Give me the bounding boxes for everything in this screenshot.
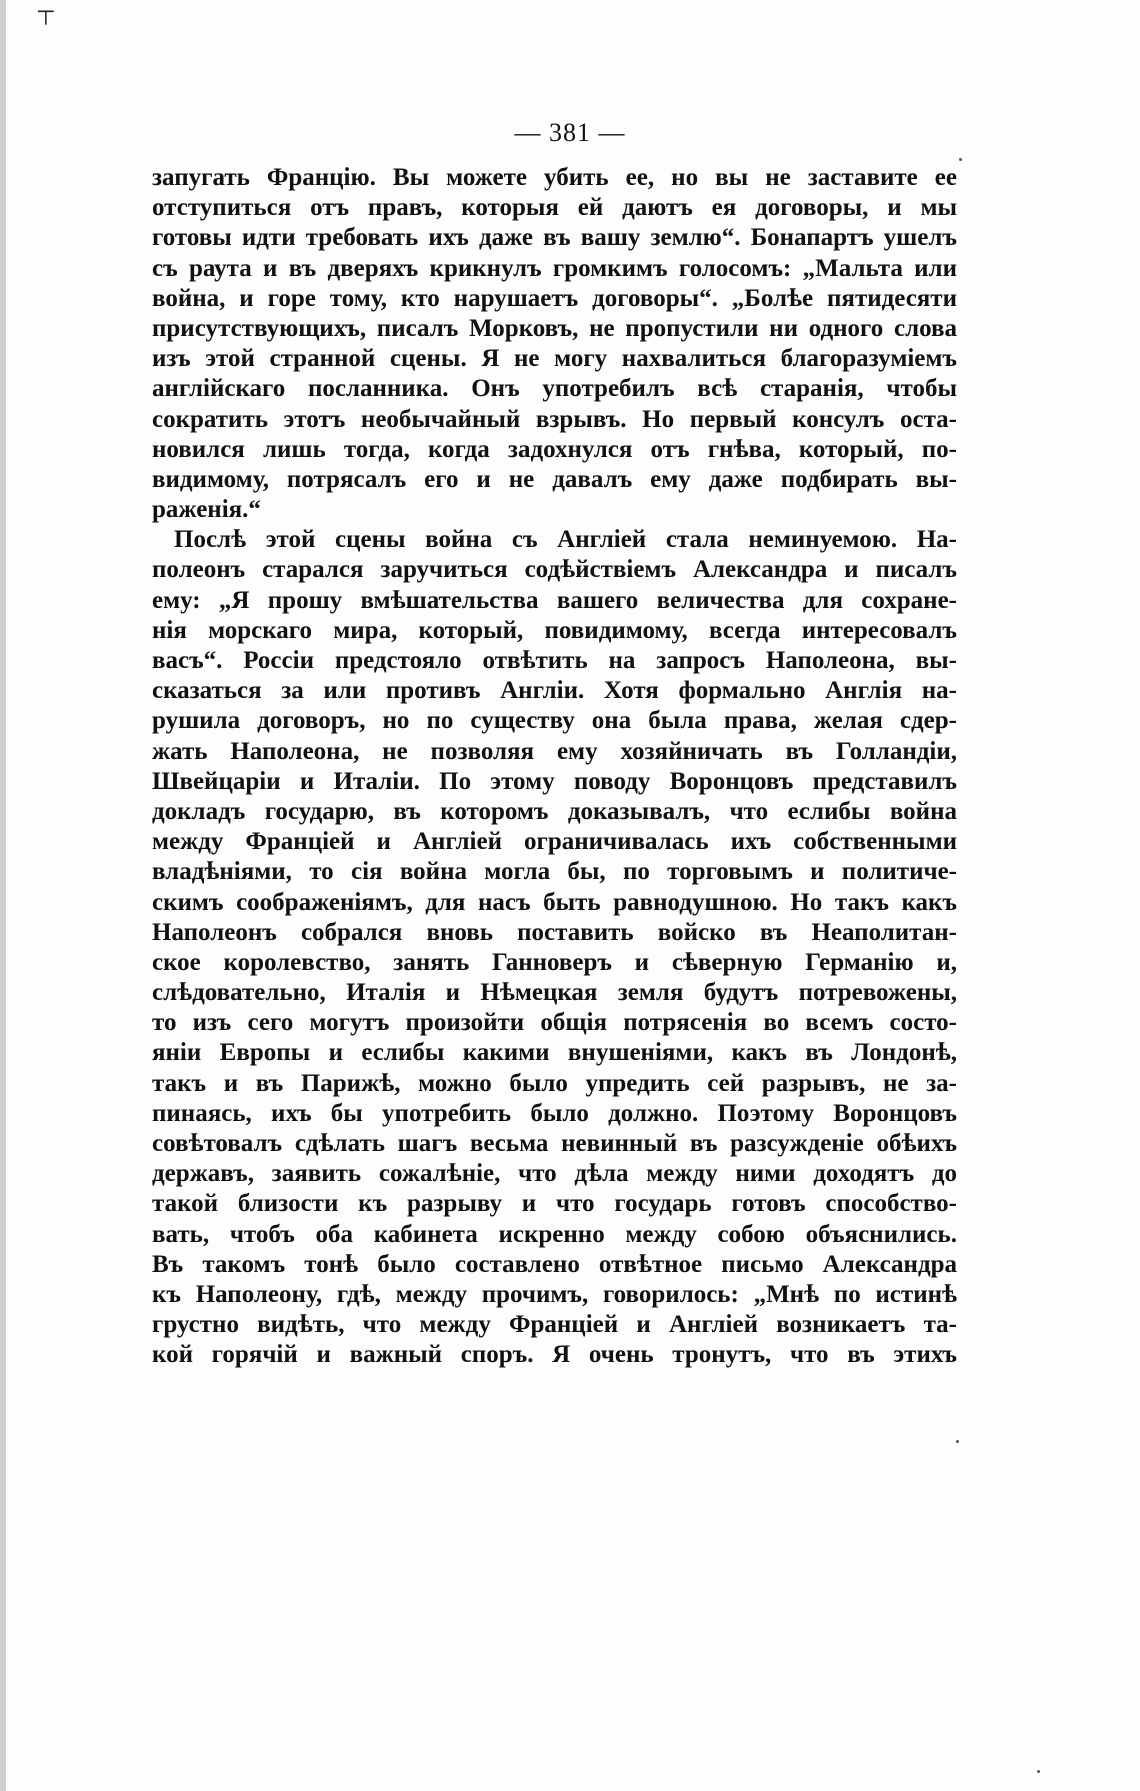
text-line: пинаясь, ихъ бы употребить было должно. Поэтому Воронцовъ	[152, 1099, 957, 1127]
text-line: жать Наполеона, не позволяя ему хозяйничать въ Голландіи,	[152, 737, 957, 765]
text-line: англійскаго посланника. Онъ употребилъ всѣ старанія, чтобы	[152, 375, 957, 403]
text-line: сократить этотъ необычайный взрывъ. Но первый консулъ оста-	[152, 405, 957, 433]
text-line: совѣтовалъ сдѣлать шагъ весьма невинный въ разсужденіе обѣихъ	[152, 1130, 957, 1157]
scan-speck	[1037, 1770, 1040, 1773]
corner-printer-mark: ┬	[38, 0, 54, 23]
text-line: присутствующихъ, писалъ Морковъ, не пропустили ни одного слова	[152, 314, 957, 342]
text-line: къ Наполеону, гдѣ, между прочимъ, говорилось: „Мнѣ по истинѣ	[152, 1280, 957, 1308]
text-line: ское королевство, занять Ганноверъ и сѣверную Германію и,	[152, 948, 957, 976]
text-line: изъ этой странной сцены. Я не могу нахвалиться благоразуміемъ	[152, 345, 957, 373]
text-line: Швейцаріи и Италіи. По этому поводу Воронцовъ представилъ	[152, 767, 957, 795]
text-line: съ раута и въ дверяхъ крикнулъ громкимъ голосомъ: „Мальта или	[152, 254, 957, 282]
text-line: Наполеонъ собрался вновь поставить войско въ Неаполитан-	[152, 918, 957, 946]
text-line: кой горячій и важный споръ. Я очень тронутъ, что въ этихъ	[152, 1341, 957, 1369]
text-line: отступиться отъ правъ, которыя ей даютъ ея договоры, и мы	[152, 194, 957, 222]
text-line: Въ такомъ тонѣ было составлено отвѣтное письмо Александра	[152, 1250, 957, 1278]
text-line: яніи Европы и еслибы какими внушеніями, какъ въ Лондонѣ,	[152, 1039, 957, 1067]
text-line: слѣдовательно, Италія и Нѣмецкая земля будутъ потревожены,	[152, 979, 957, 1007]
text-line: грустно видѣть, что между Франціей и Англіей возникаетъ та-	[152, 1311, 957, 1339]
text-line: видимому, потрясалъ его и не давалъ ему даже подбирать вы-	[152, 465, 957, 493]
text-line: полеонъ старался заручиться содѣйствіемъ Александра и писалъ	[152, 556, 957, 584]
scan-speck	[956, 1440, 959, 1443]
text-line: васъ“. Россіи предстояло отвѣтить на запросъ Наполеона, вы-	[152, 647, 957, 674]
text-line: сказаться за или противъ Англіи. Хотя формально Англія на-	[152, 677, 957, 705]
text-line: вать, чтобъ оба кабинета искренно между собою объяснились.	[152, 1220, 957, 1248]
text-line: Послѣ этой сцены война съ Англіей стала неминуемою. На-	[174, 526, 957, 554]
text-line: нія морскаго мира, который, повидимому, всегда интересовалъ	[152, 616, 957, 644]
text-line: такъ и въ Парижѣ, можно было упредить сей разрывъ, не за-	[152, 1069, 957, 1097]
text-line: новился лишь тогда, когда задохнулся отъ гнѣва, который, по-	[152, 435, 957, 463]
text-line: такой близости къ разрыву и что государь готовъ способство-	[152, 1190, 957, 1218]
text-line: готовы идти требовать ихъ даже въ вашу землю“. Бонапартъ ушелъ	[152, 224, 957, 252]
text-line: рушила договоръ, но по существу она была права, желая сдер-	[152, 707, 957, 735]
page-number: — 381 —	[514, 118, 626, 147]
text-line: ему: „Я прошу вмѣшательства вашего величества для сохране-	[152, 586, 957, 614]
text-line: между Франціей и Англіей ограничивалась ихъ собственными	[152, 828, 957, 856]
text-line: запугать Францію. Вы можете убить ее, но вы не заставите ее	[152, 164, 957, 191]
body-text	[152, 163, 957, 1371]
text-line: владѣніями, то сія война могла бы, по торговымъ и политиче-	[152, 858, 957, 886]
text-line: раженія.“	[152, 496, 261, 524]
scan-speck	[959, 158, 962, 161]
text-line: война, и горе тому, кто нарушаетъ договоры“. „Болѣе пятидесяти	[152, 284, 957, 312]
page-left-edge	[0, 0, 6, 1791]
text-line: докладъ государю, въ которомъ доказывалъ, что еслибы война	[152, 797, 957, 825]
text-line: державъ, заявить сожалѣніе, что дѣла между ними доходятъ до	[152, 1160, 957, 1188]
text-line: то изъ сего могутъ произойти общія потрясенія во всемъ состо-	[152, 1009, 957, 1037]
text-line: скимъ соображеніямъ, для насъ быть равнодушною. Но такъ какъ	[152, 888, 957, 916]
